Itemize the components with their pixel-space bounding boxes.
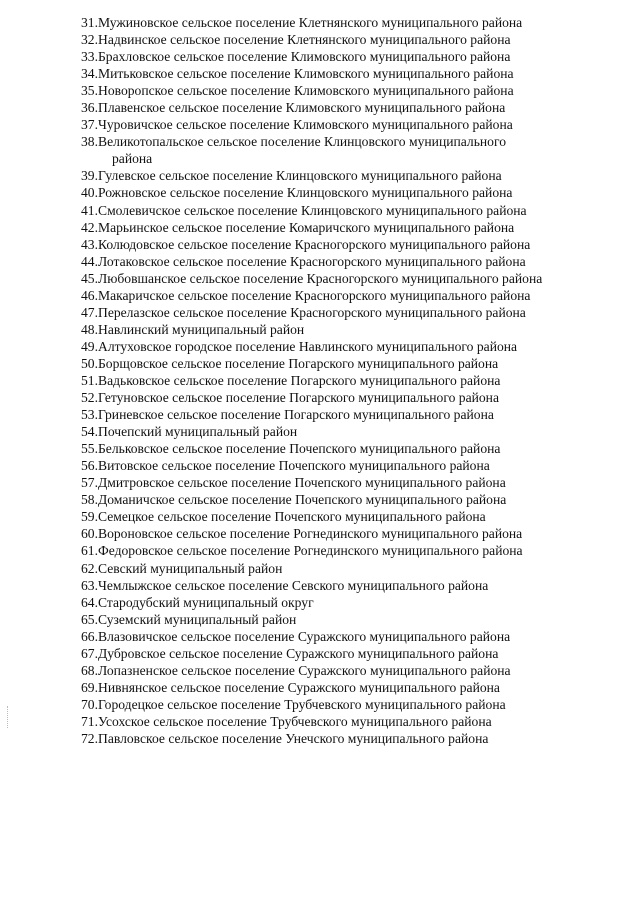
- list-item-text-line: Рожновское сельское поселение Клинцовского муниципального района: [98, 185, 513, 201]
- list-item-number: 66.: [81, 628, 98, 644]
- list-item: [81, 133, 601, 167]
- list-item-text: [98, 628, 601, 645]
- list-item-text-line: Витовское сельское поселение Почепского муниципального района: [98, 458, 490, 474]
- list-item-text-line: Лопазненское сельское поселение Суражского муниципального района: [98, 662, 511, 678]
- list-item-number: 62.: [81, 560, 98, 576]
- list-item: [81, 48, 601, 65]
- list-item-text-line: Колюдовское сельское поселение Красногорского муниципального района: [98, 236, 531, 252]
- list-item-number: 34.: [81, 66, 98, 82]
- list-item: [81, 31, 601, 48]
- list-item-number: 44.: [81, 253, 98, 269]
- list-item: [81, 542, 601, 559]
- list-item: [81, 645, 601, 662]
- list-item-text: [98, 31, 601, 48]
- list-item-text: [98, 611, 601, 628]
- list-item: [81, 253, 601, 270]
- list-item: [81, 560, 601, 577]
- list-item-text-line: Севский муниципальный район: [98, 560, 283, 576]
- list-item-text: [98, 474, 601, 491]
- list-item-text-line: Брахловское сельское поселение Климовского муниципального района: [98, 49, 511, 65]
- list-item-number: 35.: [81, 83, 98, 99]
- list-item-text-line: Почепский муниципальный район: [98, 424, 298, 440]
- list-item-number: 58.: [81, 492, 98, 508]
- list-item-text: [98, 236, 601, 253]
- list-item-text: [98, 730, 601, 747]
- list-item: [81, 525, 601, 542]
- list-item-text-line: Новоропское сельское поселение Климовского муниципального района: [98, 83, 514, 99]
- list-item: [81, 662, 601, 679]
- list-item-text-line: Чемлыжское сельское поселение Севского муниципального района: [98, 577, 489, 593]
- list-item: [81, 440, 601, 457]
- list-item-text: [98, 594, 601, 611]
- list-item-number: 59.: [81, 509, 98, 525]
- list-item-text-line: Дубровское сельское поселение Суражского муниципального района: [98, 645, 499, 661]
- list-item-number: 33.: [81, 49, 98, 65]
- list-item: [81, 508, 601, 525]
- list-item: [81, 713, 601, 730]
- list-item: [81, 236, 601, 253]
- list-item-text-line: Доманичское сельское поселение Почепского муниципального района: [98, 492, 507, 508]
- list-item: [81, 696, 601, 713]
- list-item-number: 68.: [81, 662, 98, 678]
- list-item-number: 40.: [81, 185, 98, 201]
- list-item: [81, 14, 601, 31]
- list-item-number: 31.: [81, 15, 98, 30]
- list-item-number: 57.: [81, 475, 98, 491]
- list-item-text: [98, 99, 601, 116]
- list-item-number: 49.: [81, 338, 98, 354]
- list-item-number: 55.: [81, 441, 98, 457]
- list-item-number: 56.: [81, 458, 98, 474]
- list-item-text-line: Стародубский муниципальный округ: [98, 594, 314, 610]
- list-item-number: 60.: [81, 526, 98, 542]
- list-item-number: 47.: [81, 304, 98, 320]
- list-item-number: 63.: [81, 577, 98, 593]
- list-item-text-line: Суземский муниципальный район: [98, 611, 297, 627]
- list-item-number: 39.: [81, 168, 98, 184]
- list-item-text-line: Городецкое сельское поселение Трубчевского муниципального района: [98, 696, 506, 712]
- list-item: [81, 628, 601, 645]
- list-item-text-line: Дмитровское сельское поселение Почепского муниципального района: [98, 475, 506, 491]
- list-item-text: [98, 440, 601, 457]
- list-item-text: [98, 253, 601, 270]
- list-item-number: 41.: [81, 202, 98, 218]
- list-item-text: [98, 116, 601, 133]
- list-item-text-line: Алтуховское городское поселение Навлинского муниципального района: [98, 338, 518, 354]
- list-item-number: 65.: [81, 611, 98, 627]
- list-item-text: [98, 491, 601, 508]
- list-item-text: [98, 133, 548, 167]
- list-item-text: [98, 406, 601, 423]
- list-item: [81, 338, 601, 355]
- list-item: [81, 270, 601, 287]
- list-item: [81, 321, 601, 338]
- list-item-number: 48.: [81, 321, 98, 337]
- list-item-number: 46.: [81, 287, 98, 303]
- list-item: [81, 202, 601, 219]
- list-item-text-line: Усохское сельское поселение Трубчевского муниципального района: [98, 713, 492, 729]
- list-item: [81, 116, 601, 133]
- list-item-text: [98, 219, 601, 236]
- list-item-text-line: Навлинский муниципальный район: [98, 321, 305, 337]
- list-item-text: [98, 65, 601, 82]
- list-item-text: [98, 645, 601, 662]
- list-item-text-line: Чуровичское сельское поселение Климовского муниципального района: [98, 117, 513, 133]
- list-item-text: [98, 338, 601, 355]
- list-item: [81, 679, 601, 696]
- list-item: [81, 82, 601, 99]
- list-item: [81, 406, 601, 423]
- list-item-text-line: Федоровское сельское поселение Рогнединского муниципального района: [98, 543, 523, 559]
- list-item-text-line: Влазовичское сельское поселение Суражского муниципального района: [98, 628, 511, 644]
- list-item-text-line: Вадьковское сельское поселение Погарского муниципального района: [98, 372, 501, 388]
- list-item-text-line: Великотопальское сельское поселение Клинцовского муниципального: [98, 134, 507, 150]
- list-item: [81, 219, 601, 236]
- list-item: [81, 730, 601, 747]
- list-item-text-line: Борщовское сельское поселение Погарского муниципального района: [98, 355, 499, 371]
- list-item-text-line: Плавенское сельское поселение Климовского муниципального района: [98, 100, 506, 116]
- list-item-number: 53.: [81, 407, 98, 423]
- list-item-number: 70.: [81, 696, 98, 712]
- list-item: [81, 304, 601, 321]
- list-item-text: [98, 270, 601, 287]
- list-item-text: [98, 542, 601, 559]
- list-item-number: 54.: [81, 424, 98, 440]
- list-item-text: [98, 14, 601, 31]
- list-item-number: 50.: [81, 355, 98, 371]
- list-item: [81, 355, 601, 372]
- list-item-text: [98, 287, 601, 304]
- list-item-text-line: Нивнянское сельское поселение Суражского муниципального района: [98, 679, 500, 695]
- list-item-text-line: Бельковское сельское поселение Почепского муниципального района: [98, 441, 501, 457]
- list-item-text-line: Павловское сельское поселение Унечского муниципального района: [98, 730, 489, 746]
- list-item: [81, 457, 601, 474]
- list-item-text-line: Любовшанское сельское поселение Красногорского муниципального района: [98, 270, 543, 286]
- list-item-text-line: Смолевичское сельское поселение Клинцовского муниципального района: [98, 202, 527, 218]
- municipality-list: [81, 14, 601, 747]
- list-item-text: [98, 167, 601, 184]
- list-item-text: [98, 457, 601, 474]
- list-item-number: 64.: [81, 594, 98, 610]
- list-item: [81, 167, 601, 184]
- scan-margin-mark: [7, 706, 9, 728]
- list-item-text-line: Надвинское сельское поселение Клетнянского муниципального района: [98, 32, 511, 48]
- list-item-text-continuation: района: [112, 151, 153, 167]
- list-item: [81, 287, 601, 304]
- list-item-text-line: Гулевское сельское поселение Клинцовского муниципального района: [98, 168, 502, 184]
- list-item-number: 36.: [81, 100, 98, 116]
- list-item: [81, 372, 601, 389]
- list-item-number: 51.: [81, 372, 98, 388]
- list-item-text-line: Вороновское сельское поселение Рогнединского муниципального района: [98, 526, 523, 542]
- list-item-text-line: Макаричское сельское поселение Красногорского муниципального района: [98, 287, 531, 303]
- list-item: [81, 611, 601, 628]
- list-item-text-line: Гриневское сельское поселение Погарского муниципального района: [98, 407, 494, 423]
- list-item-text: [98, 321, 601, 338]
- list-item-text-line: Марьинское сельское поселение Комаричского муниципального района: [98, 219, 515, 235]
- list-item: [81, 99, 601, 116]
- list-item-number: 67.: [81, 645, 98, 661]
- list-item-number: 61.: [81, 543, 98, 559]
- list-item-text: [98, 508, 601, 525]
- list-item-text: [98, 304, 601, 321]
- list-item-text-line: Мужиновское сельское поселение Клетнянского муниципального района: [98, 15, 523, 30]
- list-item: [81, 594, 601, 611]
- list-item-number: 37.: [81, 117, 98, 133]
- list-item: [81, 389, 601, 406]
- list-item-text-line: Митьковское сельское поселение Климовского муниципального района: [98, 66, 514, 82]
- list-item-number: 71.: [81, 713, 98, 729]
- list-item-text: [98, 577, 601, 594]
- list-item-number: 45.: [81, 270, 98, 286]
- list-item-text: [98, 82, 601, 99]
- list-item-number: 69.: [81, 679, 98, 695]
- list-item-number: 38.: [81, 134, 98, 150]
- list-item-text-line: Семецкое сельское поселение Почепского муниципального района: [98, 509, 486, 525]
- list-item-text: [98, 423, 601, 440]
- list-item-number: 42.: [81, 219, 98, 235]
- list-item: [81, 65, 601, 82]
- list-item: [81, 423, 601, 440]
- list-item-text: [98, 389, 601, 406]
- list-item-text: [98, 48, 601, 65]
- list-item-text: [98, 202, 601, 219]
- list-item-number: 43.: [81, 236, 98, 252]
- list-item-text: [98, 372, 601, 389]
- list-item-text: [98, 355, 601, 372]
- list-item-text: [98, 662, 601, 679]
- list-item-text: [98, 696, 601, 713]
- list-item: [81, 577, 601, 594]
- list-item: [81, 184, 601, 201]
- list-item-text-line: Лотаковское сельское поселение Красногорского муниципального района: [98, 253, 526, 269]
- list-item-text-line: Перелазское сельское поселение Красногорского муниципального района: [98, 304, 526, 320]
- list-item-number: 32.: [81, 32, 98, 48]
- list-item: [81, 491, 601, 508]
- list-item-text: [98, 560, 601, 577]
- list-item-number: 52.: [81, 390, 98, 406]
- list-item: [81, 474, 601, 491]
- list-item-number: 72.: [81, 730, 98, 746]
- list-item-text: [98, 713, 601, 730]
- list-item-text: [98, 525, 601, 542]
- list-item-text: [98, 184, 601, 201]
- list-item-text: [98, 679, 601, 696]
- list-item-text-line: Гетуновское сельское поселение Погарского муниципального района: [98, 390, 499, 406]
